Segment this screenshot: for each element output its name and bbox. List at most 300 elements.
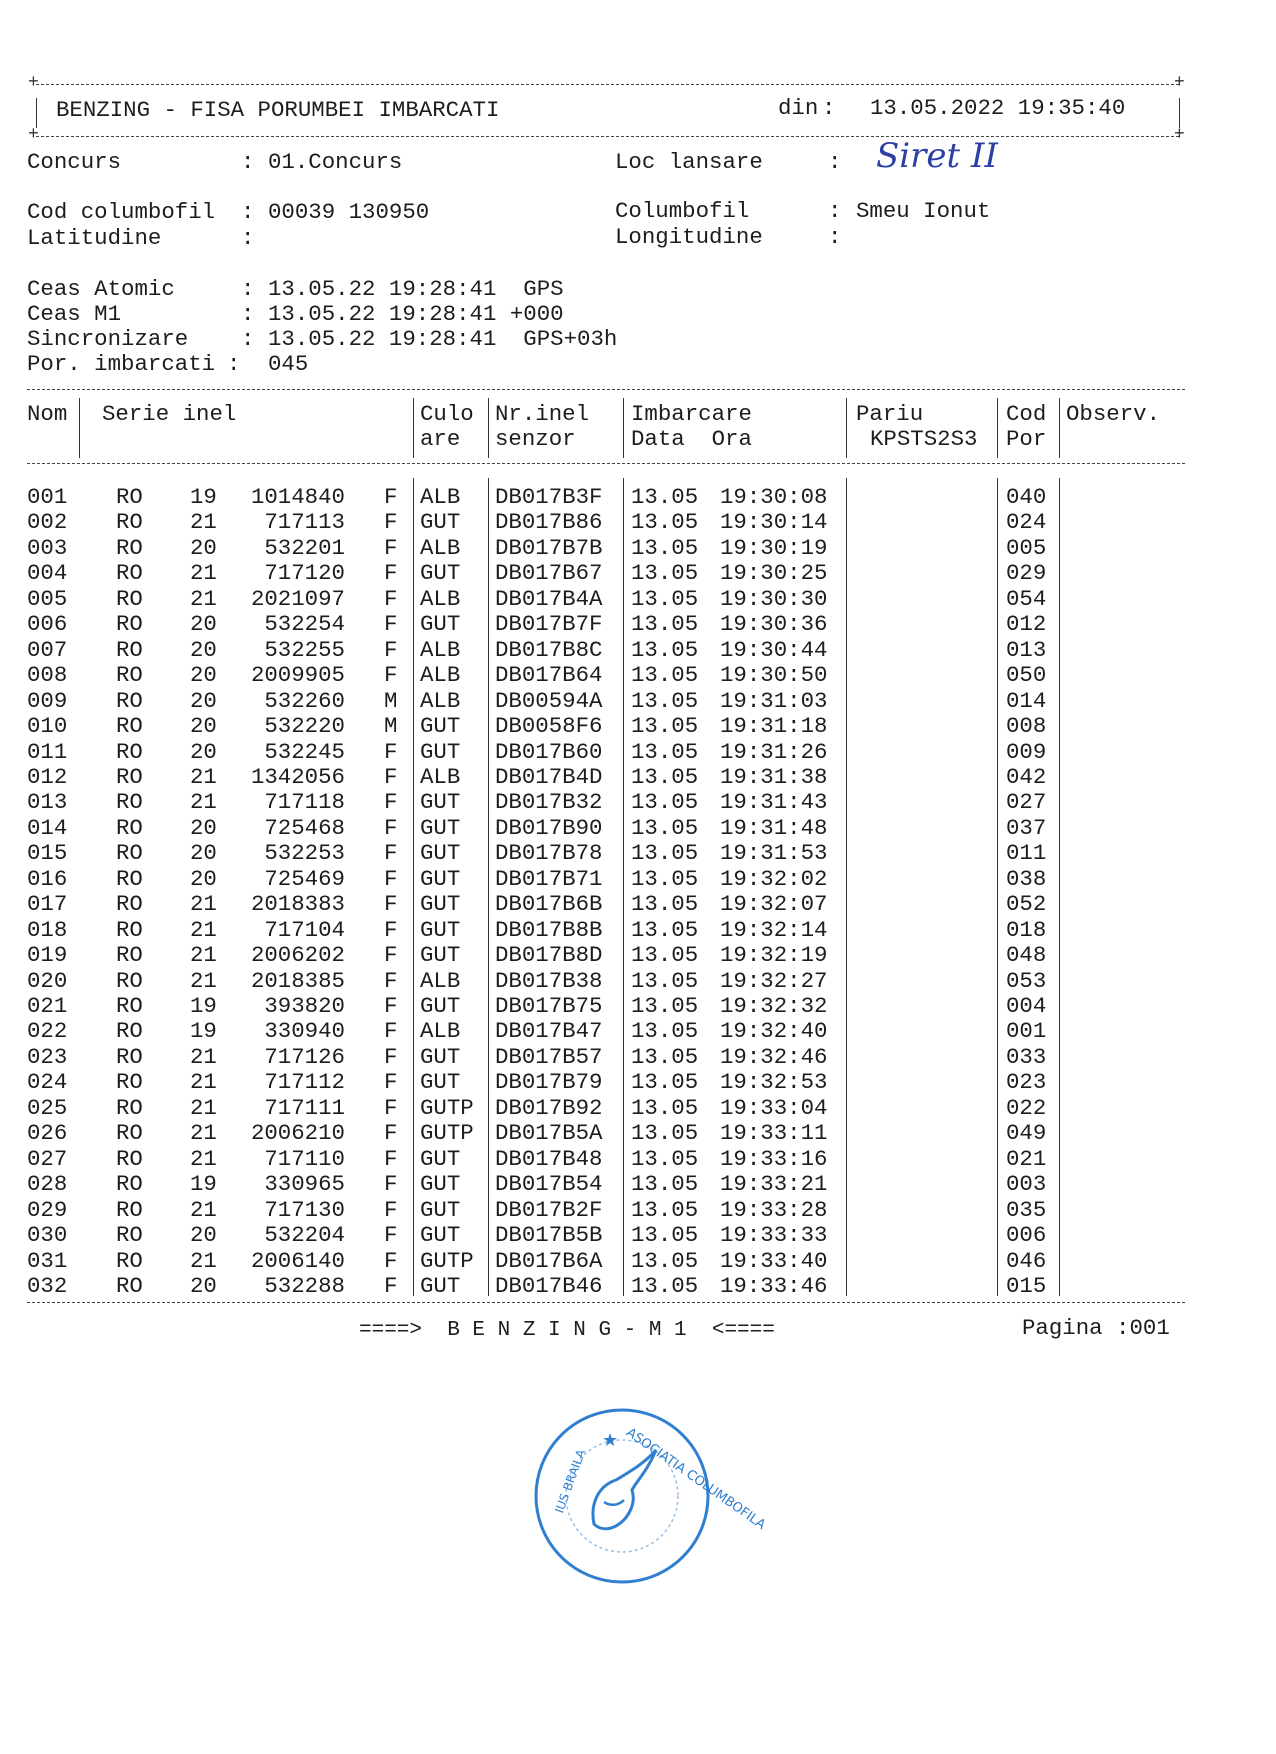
cell-date: 13.05	[631, 662, 699, 689]
cell-year: 21	[190, 1145, 217, 1172]
cell-country: RO	[116, 662, 143, 689]
cell-country: RO	[116, 942, 143, 969]
cell-time: 19:32:46	[720, 1043, 828, 1070]
table-row	[0, 612, 1276, 638]
cell-date: 13.05	[631, 687, 699, 714]
cell-cod-por: 035	[1006, 1196, 1047, 1223]
cell-sex: F	[384, 942, 398, 969]
star-icon: ★	[602, 1430, 619, 1451]
cell-ring: 532253	[264, 840, 345, 867]
cell-cod-por: 011	[1006, 840, 1047, 867]
table-row	[0, 1198, 1276, 1224]
cell-country: RO	[116, 636, 143, 663]
cell-sex: F	[384, 738, 398, 765]
cell-sex: F	[384, 789, 398, 816]
cell-time: 19:33:28	[720, 1196, 828, 1223]
cell-sensor: DB017B7B	[495, 534, 603, 561]
cell-year: 21	[190, 1069, 217, 1096]
corner-mark: +	[28, 73, 39, 93]
table-row	[0, 790, 1276, 816]
table-row	[0, 1249, 1276, 1275]
header-right-border	[1179, 98, 1180, 128]
cell-cod-por: 003	[1006, 1171, 1047, 1198]
col-header-imbarcare: Imbarcare	[631, 401, 752, 427]
cell-time: 19:30:44	[720, 636, 828, 663]
cell-cod-por: 053	[1006, 967, 1047, 994]
cell-year: 21	[190, 1043, 217, 1070]
table-row	[0, 638, 1276, 664]
col-header-por: Por	[1006, 426, 1047, 452]
cell-year: 19	[190, 484, 217, 510]
cell-country: RO	[116, 1018, 143, 1045]
cell-sensor: DB017B8B	[495, 916, 603, 943]
table-header-rule	[27, 463, 1185, 464]
cell-sensor: DB017B8C	[495, 636, 603, 663]
cell-date: 13.05	[631, 891, 699, 918]
cell-ring: 532260	[264, 687, 345, 714]
cell-nom: 028	[27, 1171, 68, 1198]
cell-sensor: DB017B4D	[495, 763, 603, 790]
cell-sensor: DB017B48	[495, 1145, 603, 1172]
cell-sensor: DB017B78	[495, 840, 603, 867]
cell-time: 19:33:40	[720, 1247, 828, 1274]
cell-sensor: DB017B5B	[495, 1222, 603, 1249]
cell-date: 13.05	[631, 560, 699, 587]
cell-cod-por: 015	[1006, 1272, 1047, 1299]
table-row	[0, 740, 1276, 766]
cell-sensor: DB00594A	[495, 687, 603, 714]
cell-nom: 009	[27, 687, 68, 714]
table-bottom-rule	[27, 1302, 1185, 1303]
cell-nom: 023	[27, 1043, 68, 1070]
cell-sensor: DB017B38	[495, 967, 603, 994]
cell-country: RO	[116, 738, 143, 765]
cod-columbofil-label: Cod columbofil	[27, 199, 216, 225]
cell-ring: 717126	[264, 1043, 345, 1070]
table-row	[0, 561, 1276, 587]
cell-sensor: DB017B6B	[495, 891, 603, 918]
cell-year: 20	[190, 1272, 217, 1299]
col-header-senzor: senzor	[495, 426, 576, 452]
cell-sensor: DB017B86	[495, 509, 603, 536]
cell-year: 20	[190, 1222, 217, 1249]
colon: :	[241, 301, 255, 327]
cell-date: 13.05	[631, 993, 699, 1019]
cell-nom: 031	[27, 1247, 68, 1274]
cell-year: 21	[190, 916, 217, 943]
cell-date: 13.05	[631, 763, 699, 790]
colon: :	[241, 149, 255, 175]
cell-sensor: DB017B60	[495, 738, 603, 765]
cell-time: 19:30:19	[720, 534, 828, 561]
table-row	[0, 969, 1276, 995]
cell-year: 20	[190, 738, 217, 765]
report-title: BENZING - FISA PORUMBEI IMBARCATI	[56, 97, 500, 123]
column-divider	[1059, 398, 1060, 458]
cell-sensor: DB017B3F	[495, 484, 603, 510]
colon: :	[828, 198, 842, 224]
cell-ring: 725468	[264, 814, 345, 841]
cell-sensor: DB017B4A	[495, 585, 603, 612]
cell-color: GUTP	[420, 1247, 474, 1274]
loc-lansare-handwritten: Siret II	[876, 136, 998, 176]
cell-sex: F	[384, 509, 398, 536]
cell-sex: F	[384, 763, 398, 790]
table-row	[0, 510, 1276, 536]
table-row	[0, 536, 1276, 562]
cell-year: 21	[190, 891, 217, 918]
cell-cod-por: 049	[1006, 1120, 1047, 1147]
cell-ring: 717104	[264, 916, 345, 943]
cell-country: RO	[116, 687, 143, 714]
cell-sex: M	[384, 713, 398, 740]
col-header-culoare: Culo	[420, 401, 474, 427]
cell-year: 21	[190, 1120, 217, 1147]
cell-color: GUT	[420, 738, 461, 765]
cell-cod-por: 001	[1006, 1018, 1047, 1045]
cell-date: 13.05	[631, 636, 699, 663]
cell-date: 13.05	[631, 814, 699, 841]
cell-nom: 024	[27, 1069, 68, 1096]
cell-cod-por: 038	[1006, 865, 1047, 892]
cell-color: GUTP	[420, 1094, 474, 1121]
table-row	[0, 994, 1276, 1020]
cell-sex: F	[384, 611, 398, 638]
cell-time: 19:33:16	[720, 1145, 828, 1172]
cell-nom: 006	[27, 611, 68, 638]
stamp-text-left: IUS BRAILA	[552, 1447, 589, 1516]
cell-sensor: DB017B47	[495, 1018, 603, 1045]
cell-date: 13.05	[631, 1272, 699, 1299]
cell-color: GUT	[420, 611, 461, 638]
table-row	[0, 1121, 1276, 1147]
cell-sex: F	[384, 891, 398, 918]
col-header-culoare-2: are	[420, 426, 461, 452]
cell-sex: F	[384, 1043, 398, 1070]
table-row	[0, 1019, 1276, 1045]
cell-year: 20	[190, 840, 217, 867]
cell-year: 21	[190, 763, 217, 790]
cell-time: 19:31:38	[720, 763, 828, 790]
cell-color: GUT	[420, 1196, 461, 1223]
cell-country: RO	[116, 1272, 143, 1299]
col-header-pariu: Pariu	[856, 401, 924, 427]
table-row	[0, 765, 1276, 791]
cell-color: ALB	[420, 687, 461, 714]
cell-year: 19	[190, 1171, 217, 1198]
cell-sex: F	[384, 1145, 398, 1172]
cell-nom: 029	[27, 1196, 68, 1223]
cell-country: RO	[116, 1145, 143, 1172]
cell-sex: F	[384, 1171, 398, 1198]
cell-nom: 016	[27, 865, 68, 892]
cell-color: GUT	[420, 1171, 461, 1198]
cell-cod-por: 018	[1006, 916, 1047, 943]
cell-time: 19:32:27	[720, 967, 828, 994]
cell-sex: F	[384, 534, 398, 561]
cell-nom: 026	[27, 1120, 68, 1147]
cell-country: RO	[116, 1043, 143, 1070]
sincronizare-value: 13.05.22 19:28:41 GPS+03h	[268, 326, 618, 352]
cell-sex: F	[384, 662, 398, 689]
table-row	[0, 689, 1276, 715]
cell-time: 19:30:36	[720, 611, 828, 638]
cell-date: 13.05	[631, 1196, 699, 1223]
cell-date: 13.05	[631, 484, 699, 510]
column-divider	[623, 398, 624, 458]
cell-ring: 2006210	[250, 1120, 345, 1147]
table-row	[0, 714, 1276, 740]
cell-color: ALB	[420, 1018, 461, 1045]
columbofil-label: Columbofil	[615, 198, 750, 224]
cell-color: GUT	[420, 840, 461, 867]
cell-sex: F	[384, 814, 398, 841]
cell-country: RO	[116, 967, 143, 994]
cell-year: 21	[190, 967, 217, 994]
cell-date: 13.05	[631, 840, 699, 867]
cell-sex: F	[384, 1272, 398, 1299]
association-stamp	[532, 1406, 769, 1586]
colon: :	[227, 351, 241, 377]
cell-color: GUT	[420, 560, 461, 587]
header-top-rule	[36, 84, 1179, 85]
cell-year: 21	[190, 509, 217, 536]
cell-country: RO	[116, 534, 143, 561]
cell-ring: 717120	[264, 560, 345, 587]
cell-ring: 717110	[264, 1145, 345, 1172]
cell-country: RO	[116, 1120, 143, 1147]
footer-benzing: ====> B E N Z I N G - M 1 <====	[359, 1319, 775, 1342]
cell-sensor: DB017B54	[495, 1171, 603, 1198]
ceas-m1-value: 13.05.22 19:28:41 +000	[268, 301, 564, 327]
cell-cod-por: 037	[1006, 814, 1047, 841]
cell-sex: F	[384, 840, 398, 867]
cell-time: 19:33:21	[720, 1171, 828, 1198]
table-row	[0, 816, 1276, 842]
cell-sex: F	[384, 1120, 398, 1147]
cell-color: ALB	[420, 534, 461, 561]
colon: :	[241, 199, 255, 225]
table-row	[0, 1274, 1276, 1300]
cell-ring: 2018383	[250, 891, 345, 918]
col-header-serie-inel: Serie inel	[102, 401, 237, 427]
cell-year: 20	[190, 636, 217, 663]
cell-cod-por: 009	[1006, 738, 1047, 765]
cell-time: 19:32:14	[720, 916, 828, 943]
date-label: din	[778, 95, 819, 121]
cell-cod-por: 042	[1006, 763, 1047, 790]
cell-ring: 1014840	[250, 484, 345, 510]
cell-nom: 030	[27, 1222, 68, 1249]
cell-country: RO	[116, 1247, 143, 1274]
por-imbarcati-value: 045	[268, 351, 309, 377]
table-row	[0, 1223, 1276, 1249]
cell-date: 13.05	[631, 1120, 699, 1147]
cell-color: GUT	[420, 916, 461, 943]
ceas-m1-label: Ceas M1	[27, 301, 122, 327]
cell-year: 20	[190, 611, 217, 638]
cell-sensor: DB0058F6	[495, 713, 603, 740]
cell-country: RO	[116, 611, 143, 638]
stamp-text-top: ASOCIATIA COLUMBOFILA	[623, 1425, 769, 1533]
cell-cod-por: 021	[1006, 1145, 1047, 1172]
date-colon: :	[822, 95, 836, 121]
cell-color: ALB	[420, 763, 461, 790]
cell-ring: 2009905	[250, 662, 345, 689]
cell-country: RO	[116, 1222, 143, 1249]
cell-sex: F	[384, 1222, 398, 1249]
cell-ring: 532220	[264, 713, 345, 740]
cell-cod-por: 052	[1006, 891, 1047, 918]
cell-date: 13.05	[631, 789, 699, 816]
table-row	[0, 1147, 1276, 1173]
column-divider	[413, 478, 414, 1296]
cell-year: 20	[190, 662, 217, 689]
cell-nom: 012	[27, 763, 68, 790]
cell-year: 20	[190, 865, 217, 892]
cell-nom: 004	[27, 560, 68, 587]
colon: :	[241, 225, 255, 251]
col-header-data-ora: Data Ora	[631, 426, 752, 452]
cell-nom: 003	[27, 534, 68, 561]
cell-time: 19:32:53	[720, 1069, 828, 1096]
cell-sex: F	[384, 484, 398, 510]
cell-country: RO	[116, 560, 143, 587]
table-row	[0, 663, 1276, 689]
cell-color: GUT	[420, 1222, 461, 1249]
cell-color: ALB	[420, 662, 461, 689]
concurs-label: Concurs	[27, 149, 122, 175]
cell-country: RO	[116, 585, 143, 612]
header-bottom-rule	[36, 136, 1179, 137]
cell-sensor: DB017B8D	[495, 942, 603, 969]
cell-color: GUT	[420, 1043, 461, 1070]
latitudine-label: Latitudine	[27, 225, 162, 251]
cell-year: 20	[190, 534, 217, 561]
cell-date: 13.05	[631, 611, 699, 638]
cell-sensor: DB017B2F	[495, 1196, 603, 1223]
cell-ring: 2006140	[250, 1247, 345, 1274]
cell-country: RO	[116, 509, 143, 536]
cell-nom: 032	[27, 1272, 68, 1299]
cell-sensor: DB017B6A	[495, 1247, 603, 1274]
cell-time: 19:31:53	[720, 840, 828, 867]
cell-color: GUT	[420, 509, 461, 536]
cell-date: 13.05	[631, 865, 699, 892]
cell-time: 19:33:11	[720, 1120, 828, 1147]
cell-nom: 018	[27, 916, 68, 943]
cell-ring: 725469	[264, 865, 345, 892]
cell-ring: 1342056	[250, 763, 345, 790]
cell-country: RO	[116, 840, 143, 867]
cell-sensor: DB017B64	[495, 662, 603, 689]
column-divider	[488, 398, 489, 458]
cell-color: GUT	[420, 993, 461, 1019]
cell-time: 19:31:43	[720, 789, 828, 816]
cell-nom: 010	[27, 713, 68, 740]
table-row	[0, 1096, 1276, 1122]
cell-nom: 001	[27, 484, 68, 510]
cell-color: GUT	[420, 891, 461, 918]
sincronizare-label: Sincronizare	[27, 326, 189, 352]
cell-nom: 013	[27, 789, 68, 816]
cell-time: 19:30:08	[720, 484, 828, 510]
table-row	[0, 587, 1276, 613]
cell-ring: 330940	[264, 1018, 345, 1045]
por-imbarcati-label: Por. imbarcati	[27, 351, 216, 377]
cell-country: RO	[116, 1069, 143, 1096]
cod-columbofil-value: 00039 130950	[268, 199, 430, 225]
cell-time: 19:30:50	[720, 662, 828, 689]
cell-sensor: DB017B71	[495, 865, 603, 892]
cell-ring: 532204	[264, 1222, 345, 1249]
cell-ring: 393820	[264, 993, 345, 1019]
cell-nom: 025	[27, 1094, 68, 1121]
cell-country: RO	[116, 789, 143, 816]
column-divider	[413, 398, 414, 458]
column-divider	[846, 398, 847, 458]
cell-year: 21	[190, 1094, 217, 1121]
cell-date: 13.05	[631, 713, 699, 740]
cell-cod-por: 029	[1006, 560, 1047, 587]
table-row	[0, 1070, 1276, 1096]
cell-time: 19:31:03	[720, 687, 828, 714]
cell-color: GUT	[420, 814, 461, 841]
cell-country: RO	[116, 916, 143, 943]
cell-ring: 2006202	[250, 942, 345, 969]
cell-nom: 008	[27, 662, 68, 689]
cell-ring: 2021097	[250, 585, 345, 612]
cell-year: 20	[190, 713, 217, 740]
cell-time: 19:32:40	[720, 1018, 828, 1045]
cell-date: 13.05	[631, 1094, 699, 1121]
cell-sensor: DB017B5A	[495, 1120, 603, 1147]
colon: :	[828, 149, 842, 175]
cell-country: RO	[116, 814, 143, 841]
cell-nom: 017	[27, 891, 68, 918]
cell-sex: F	[384, 993, 398, 1019]
cell-nom: 022	[27, 1018, 68, 1045]
cell-country: RO	[116, 993, 143, 1019]
cell-nom: 014	[27, 814, 68, 841]
cell-color: GUT	[420, 789, 461, 816]
cell-date: 13.05	[631, 534, 699, 561]
cell-time: 19:32:19	[720, 942, 828, 969]
cell-date: 13.05	[631, 1069, 699, 1096]
corner-mark: +	[1174, 125, 1185, 145]
cell-sex: F	[384, 585, 398, 612]
cell-color: GUT	[420, 942, 461, 969]
cell-cod-por: 046	[1006, 1247, 1047, 1274]
cell-date: 13.05	[631, 738, 699, 765]
cell-sensor: DB017B32	[495, 789, 603, 816]
cell-sensor: DB017B67	[495, 560, 603, 587]
cell-ring: 717130	[264, 1196, 345, 1223]
table-top-rule	[27, 389, 1185, 390]
corner-mark: +	[1174, 73, 1185, 93]
cell-ring: 532245	[264, 738, 345, 765]
table-row	[0, 918, 1276, 944]
cell-nom: 015	[27, 840, 68, 867]
cell-cod-por: 005	[1006, 534, 1047, 561]
cell-year: 19	[190, 993, 217, 1019]
table-row	[0, 943, 1276, 969]
cell-time: 19:30:25	[720, 560, 828, 587]
cell-year: 19	[190, 1018, 217, 1045]
cell-country: RO	[116, 891, 143, 918]
table-row	[0, 892, 1276, 918]
column-divider	[488, 478, 489, 1296]
